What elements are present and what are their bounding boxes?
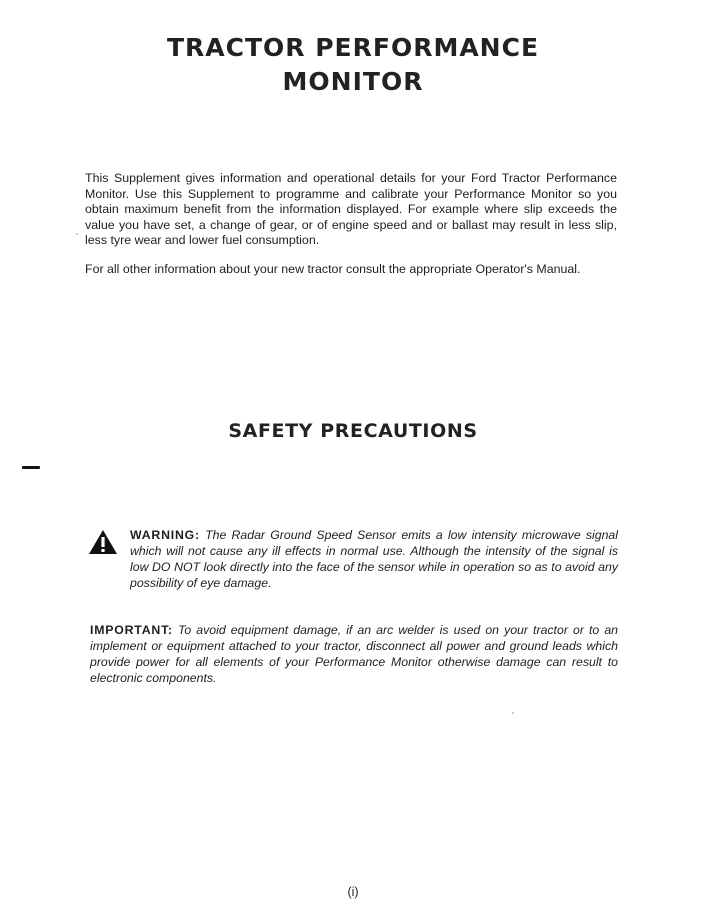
- warning-text-container: [88, 527, 618, 591]
- safety-heading: SAFETY PRECAUTIONS: [228, 420, 478, 442]
- intro-note: For all other information about your new tractor consult the appropriate Operator's Manual.: [85, 262, 581, 276]
- scan-speck: [512, 712, 514, 714]
- important-text: To avoid equipment damage, if an arc welder is used on your tractor or to an implement or equipment attached to your tractor, disconnect all power and ground leads which provide power for all elements of your Performance Monitor otherwise damage can result to electronic components.: [90, 623, 618, 685]
- page-number: (i): [347, 885, 359, 899]
- warning-block: [88, 527, 618, 591]
- margin-mark: [22, 466, 40, 469]
- intro-paragraph: This Supplement gives information and operational details for your Ford Tractor Performance Monitor. Use this Supplement to programme and calibrate your Performance Monitor so you obtain maximum benefit from the information displayed. For example where slip exceeds the value you have set, a change of gear, or of engine speed and or ballast may result in less slip, less tyre wear and lower fuel consumption.: [85, 171, 617, 247]
- important-block: [90, 622, 618, 686]
- scan-speck: [76, 233, 78, 235]
- warning-label: WARNING:: [130, 528, 200, 542]
- document-title-line2: MONITOR: [282, 67, 424, 96]
- warning-text: The Radar Ground Speed Sensor emits a low intensity microwave signal which will not cause any ill effects in normal use. Although the intensity of the signal is low DO NOT look directly into the face of the sensor while in operation so as to avoid any possibility of eye damage.: [130, 528, 618, 590]
- intro-section: [85, 171, 617, 249]
- document-title-line1: TRACTOR PERFORMANCE: [166, 33, 540, 62]
- warning-triangle-icon: [88, 529, 118, 555]
- important-label: IMPORTANT:: [90, 623, 173, 637]
